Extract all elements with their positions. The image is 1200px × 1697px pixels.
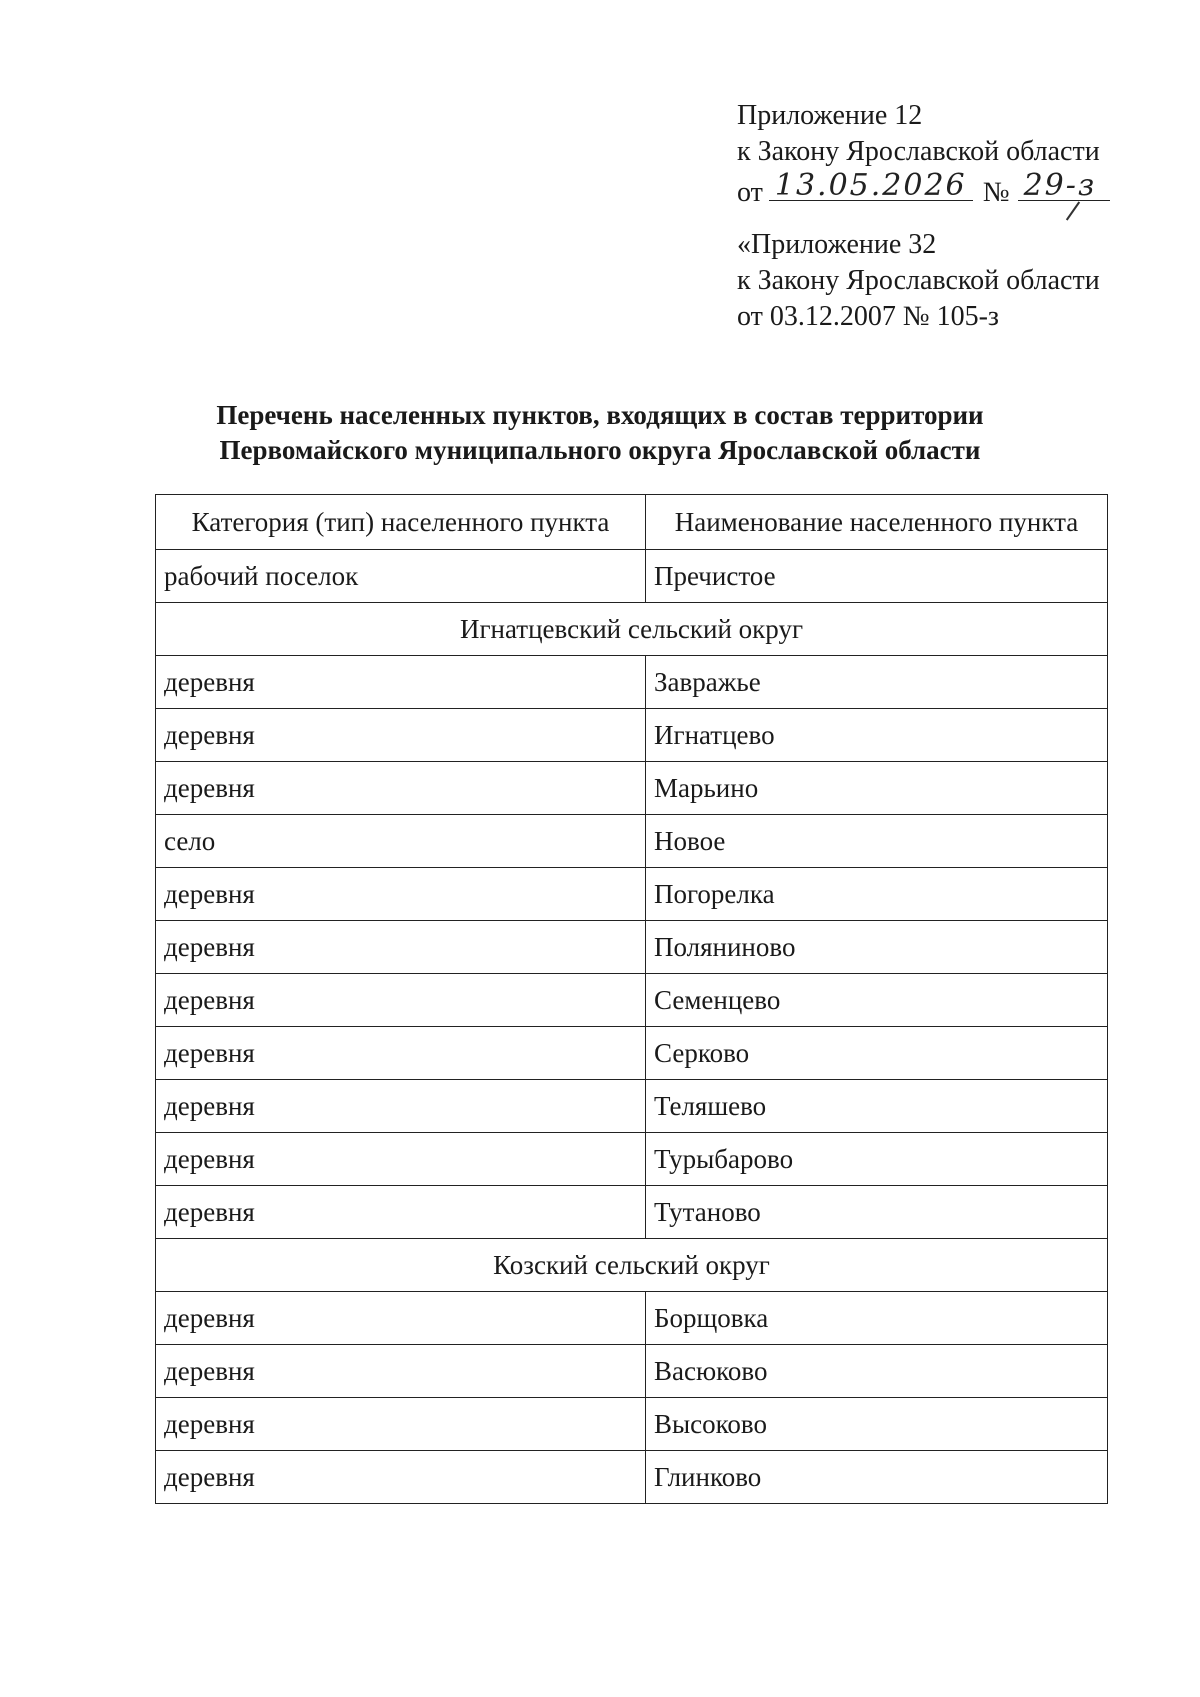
prev-date-line: от 03.12.2007 № 105-з bbox=[737, 301, 999, 332]
table-row bbox=[156, 815, 1108, 868]
settlement-name: Тутаново bbox=[646, 1186, 1108, 1239]
settlements-table bbox=[155, 494, 1108, 1504]
table-row bbox=[156, 974, 1108, 1027]
handwritten-date: 13.05.2026 bbox=[774, 168, 967, 203]
number-sign: № bbox=[982, 177, 1010, 208]
law-line: к Закону Ярославской области bbox=[737, 136, 1100, 167]
table-body bbox=[156, 550, 1108, 1504]
settlement-name: Серково bbox=[646, 1027, 1108, 1080]
table-row bbox=[156, 868, 1108, 921]
settlement-name: Высоково bbox=[646, 1398, 1108, 1451]
table-row bbox=[156, 762, 1108, 815]
settlement-type: деревня bbox=[156, 921, 646, 974]
settlement-type: деревня bbox=[156, 1186, 646, 1239]
settlement-type: деревня bbox=[156, 868, 646, 921]
settlement-type: деревня bbox=[156, 1133, 646, 1186]
settlement-type: деревня bbox=[156, 974, 646, 1027]
settlement-name: Теляшево bbox=[646, 1080, 1108, 1133]
settlement-name: Поляниново bbox=[646, 921, 1108, 974]
table-row bbox=[156, 1080, 1108, 1133]
settlement-name: Глинково bbox=[646, 1451, 1108, 1504]
date-field bbox=[769, 170, 973, 201]
table-row bbox=[156, 1398, 1108, 1451]
table-row bbox=[156, 921, 1108, 974]
settlement-name: Пречистое bbox=[646, 550, 1108, 603]
table-row bbox=[156, 1186, 1108, 1239]
settlement-name: Новое bbox=[646, 815, 1108, 868]
group-name: Козский сельский округ bbox=[156, 1239, 1108, 1292]
prev-appendix-line: «Приложение 32 bbox=[737, 229, 937, 260]
table-header-row bbox=[156, 495, 1108, 550]
settlement-name: Семенцево bbox=[646, 974, 1108, 1027]
settlement-name: Турыбарово bbox=[646, 1133, 1108, 1186]
settlement-name: Борщовка bbox=[646, 1292, 1108, 1345]
table-row bbox=[156, 550, 1108, 603]
settlement-type: село bbox=[156, 815, 646, 868]
settlement-type: деревня bbox=[156, 656, 646, 709]
settlement-type: деревня bbox=[156, 1080, 646, 1133]
prev-law-line: к Закону Ярославской области bbox=[737, 265, 1100, 296]
settlement-type: деревня bbox=[156, 1398, 646, 1451]
number-field bbox=[1018, 170, 1110, 201]
table-row bbox=[156, 656, 1108, 709]
settlement-name: Васюково bbox=[646, 1345, 1108, 1398]
settlement-type: деревня bbox=[156, 1292, 646, 1345]
date-number-line bbox=[737, 170, 1157, 211]
table-row bbox=[156, 1027, 1108, 1080]
group-row bbox=[156, 1239, 1108, 1292]
settlement-name: Марьино bbox=[646, 762, 1108, 815]
document-title bbox=[0, 398, 1200, 468]
appendix-header bbox=[737, 98, 1157, 335]
group-name: Игнатцевский сельский округ bbox=[156, 603, 1108, 656]
table-row bbox=[156, 1345, 1108, 1398]
settlement-type: рабочий поселок bbox=[156, 550, 646, 603]
settlement-type: деревня bbox=[156, 1027, 646, 1080]
header-category: Категория (тип) населенного пункта bbox=[156, 495, 646, 550]
handwritten-number: 29-з bbox=[1023, 168, 1097, 203]
group-row bbox=[156, 603, 1108, 656]
settlement-name: Завражье bbox=[646, 656, 1108, 709]
date-prefix: от bbox=[737, 177, 763, 208]
header-name: Наименование населенного пункта bbox=[646, 495, 1108, 550]
table-row bbox=[156, 1292, 1108, 1345]
settlement-name: Игнатцево bbox=[646, 709, 1108, 762]
settlement-name: Погорелка bbox=[646, 868, 1108, 921]
table-row bbox=[156, 1133, 1108, 1186]
title-line-1: Перечень населенных пунктов, входящих в состав территории bbox=[216, 400, 984, 430]
settlement-type: деревня bbox=[156, 762, 646, 815]
settlement-type: деревня bbox=[156, 709, 646, 762]
table-row bbox=[156, 1451, 1108, 1504]
settlement-type: деревня bbox=[156, 1345, 646, 1398]
table-row bbox=[156, 709, 1108, 762]
title-line-2: Первомайского муниципального округа Ярославской области bbox=[219, 435, 981, 465]
appendix-line: Приложение 12 bbox=[737, 100, 923, 131]
settlement-type: деревня bbox=[156, 1451, 646, 1504]
